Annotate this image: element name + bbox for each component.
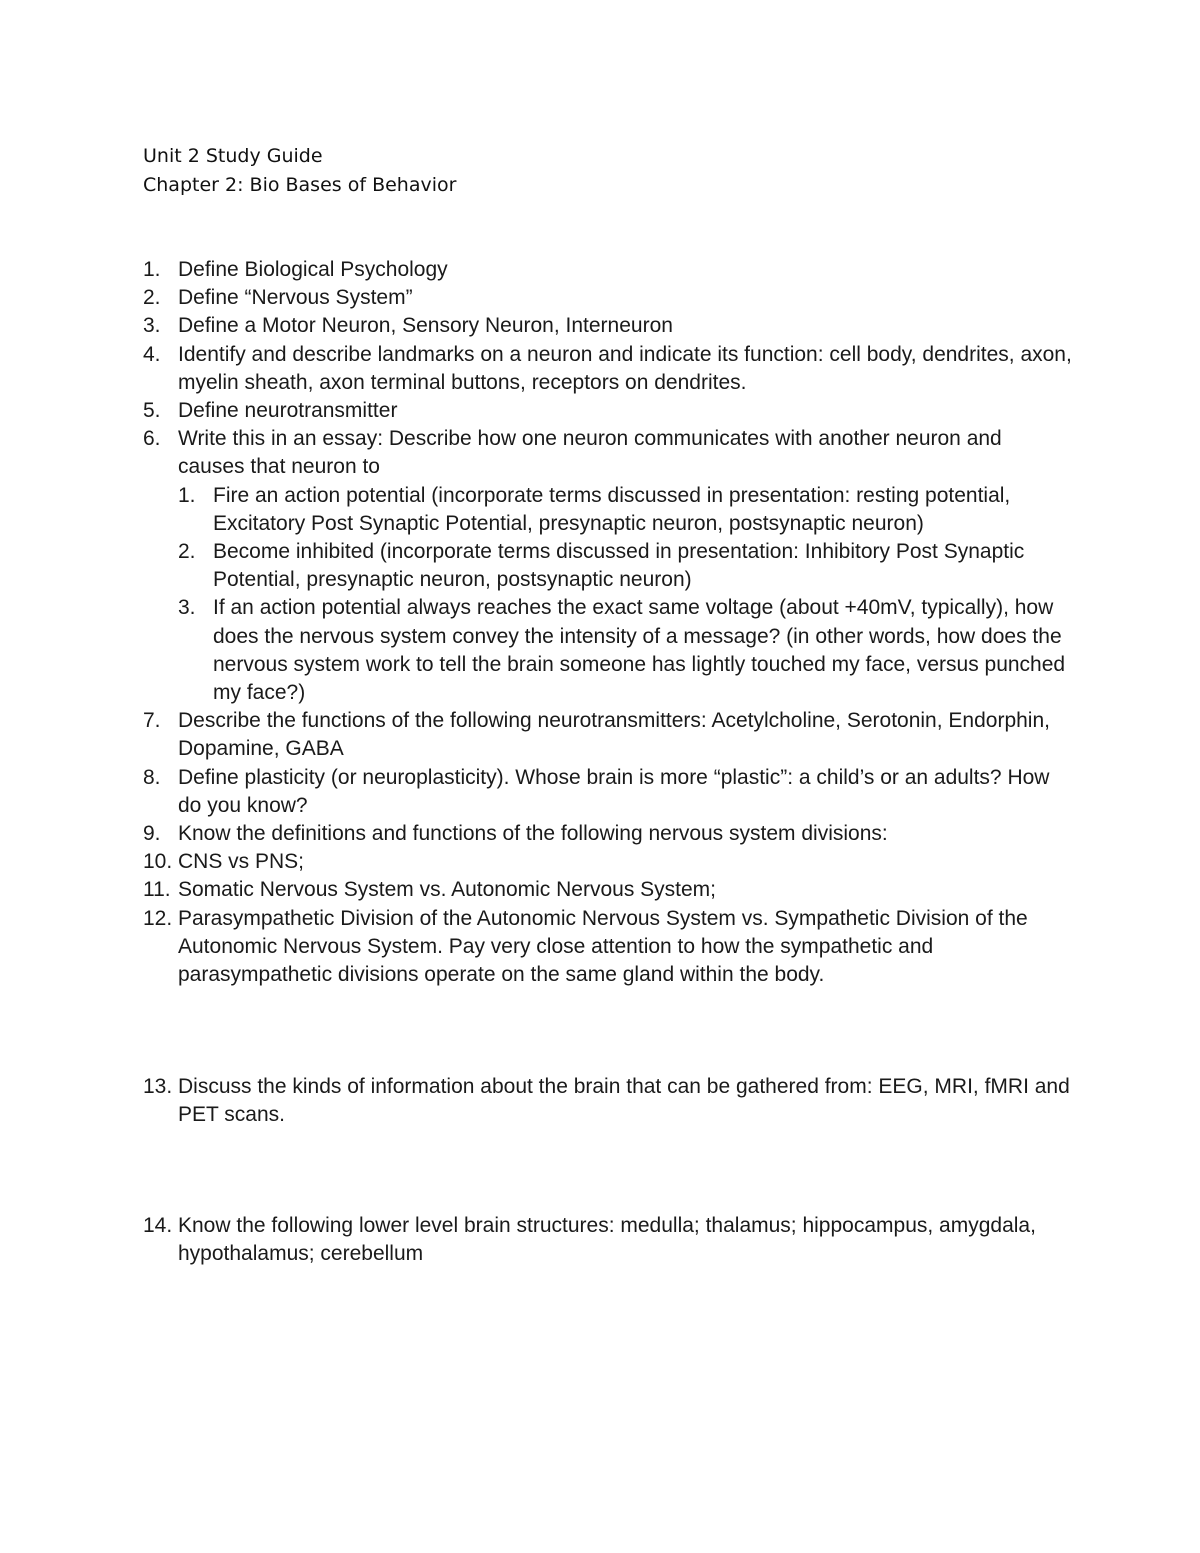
item-text: Identify and describe landmarks on a neuron and indicate its function: cell body, dendrites, axon, myelin sheath, axon terminal buttons, receptors on dendrites. [178,342,1072,394]
item-number: 3. [143,314,161,338]
item-text: Somatic Nervous System vs. Autonomic Nervous System; [178,878,717,902]
list-item [143,876,1073,904]
sub-item-text: Become inhibited (incorporate terms discussed in presentation: Inhibitory Post Synaptic Potential, presynaptic neuron, postsynaptic neuron) [213,540,1025,592]
spacer [143,1130,1073,1212]
list-item [143,1212,1073,1268]
sub-list-item [178,594,1073,707]
sub-item-number: 1. [178,483,196,507]
chapter-title: Chapter 2: Bio Bases of Behavior [143,174,457,196]
list-item [143,1073,1073,1129]
item-number: 6. [143,427,161,451]
item-text: Describe the functions of the following neurotransmitters: Acetylcholine, Serotonin, Endorphin, Dopamine, GABA [178,709,1050,761]
item-text: Define neurotransmitter [178,399,398,423]
item-number: 14. [143,1213,173,1237]
item-number: 13. [143,1075,173,1099]
list-item [143,284,1073,312]
sub-item-number: 3. [178,596,196,620]
list-item [143,905,1073,990]
item-text: Define plasticity (or neuroplasticity). Whose brain is more “plastic”: a child’s or an adults? How do you know? [178,765,1050,817]
item-number: 1. [143,258,161,281]
item-text: CNS vs PNS; [178,850,305,874]
item-text: Parasympathetic Division of the Autonomic Nervous System vs. Sympathetic Division of the Autonomic Nervous System. Pay very close attention to how the sympathetic and parasympathetic divisions operate on the same gland within the body. [178,906,1028,987]
sub-item-text: If an action potential always reaches the exact same voltage (about +40mV, typically), how does the nervous system convey the intensity of a message? (in other words, how does the nervous system work to tell the brain someone has lightly touched my face, versus punched my face?) [213,596,1066,705]
list-item [143,764,1073,820]
item-text: Define Biological Psychology [178,258,448,281]
item-number: 2. [143,286,161,310]
item-text: Know the definitions and functions of the following nervous system divisions: [178,822,888,846]
item-text: Write this in an essay: Describe how one neuron communicates with another neuron and causes that neuron to [178,427,1002,479]
question-list [143,256,1073,1268]
item-number: 7. [143,709,161,733]
sub-list-item [178,482,1073,538]
item-number: 4. [143,342,161,366]
spacer [143,989,1073,1073]
sub-list-item [178,538,1073,594]
list-item [143,848,1073,876]
item-number: 9. [143,822,161,846]
item-text: Define a Motor Neuron, Sensory Neuron, Interneuron [178,314,673,338]
document-header [143,142,456,200]
list-item [143,707,1073,763]
item-number: 11. [143,878,171,902]
list-item [143,397,1073,425]
item-text: Discuss the kinds of information about the brain that can be gathered from: EEG, MRI, fMRI and PET scans. [178,1075,1070,1127]
document-title: Unit 2 Study Guide [143,145,323,167]
item-text: Know the following lower level brain structures: medulla; thalamus; hippocampus, amygdala, hypothalamus; cerebellum [178,1213,1036,1265]
list-item [143,256,1073,284]
list-item [143,820,1073,848]
list-item [143,425,1073,707]
item-number: 8. [143,765,161,789]
item-number: 12. [143,906,173,930]
item-text: Define “Nervous System” [178,286,413,310]
item-number: 5. [143,399,161,423]
sub-item-number: 2. [178,540,196,564]
item-number: 10. [143,850,173,874]
list-item [143,341,1073,397]
sub-item-text: Fire an action potential (incorporate terms discussed in presentation: resting potential, Excitatory Post Synaptic Potential, presynaptic neuron, postsynaptic neuron) [213,483,1011,535]
list-item [143,312,1073,340]
